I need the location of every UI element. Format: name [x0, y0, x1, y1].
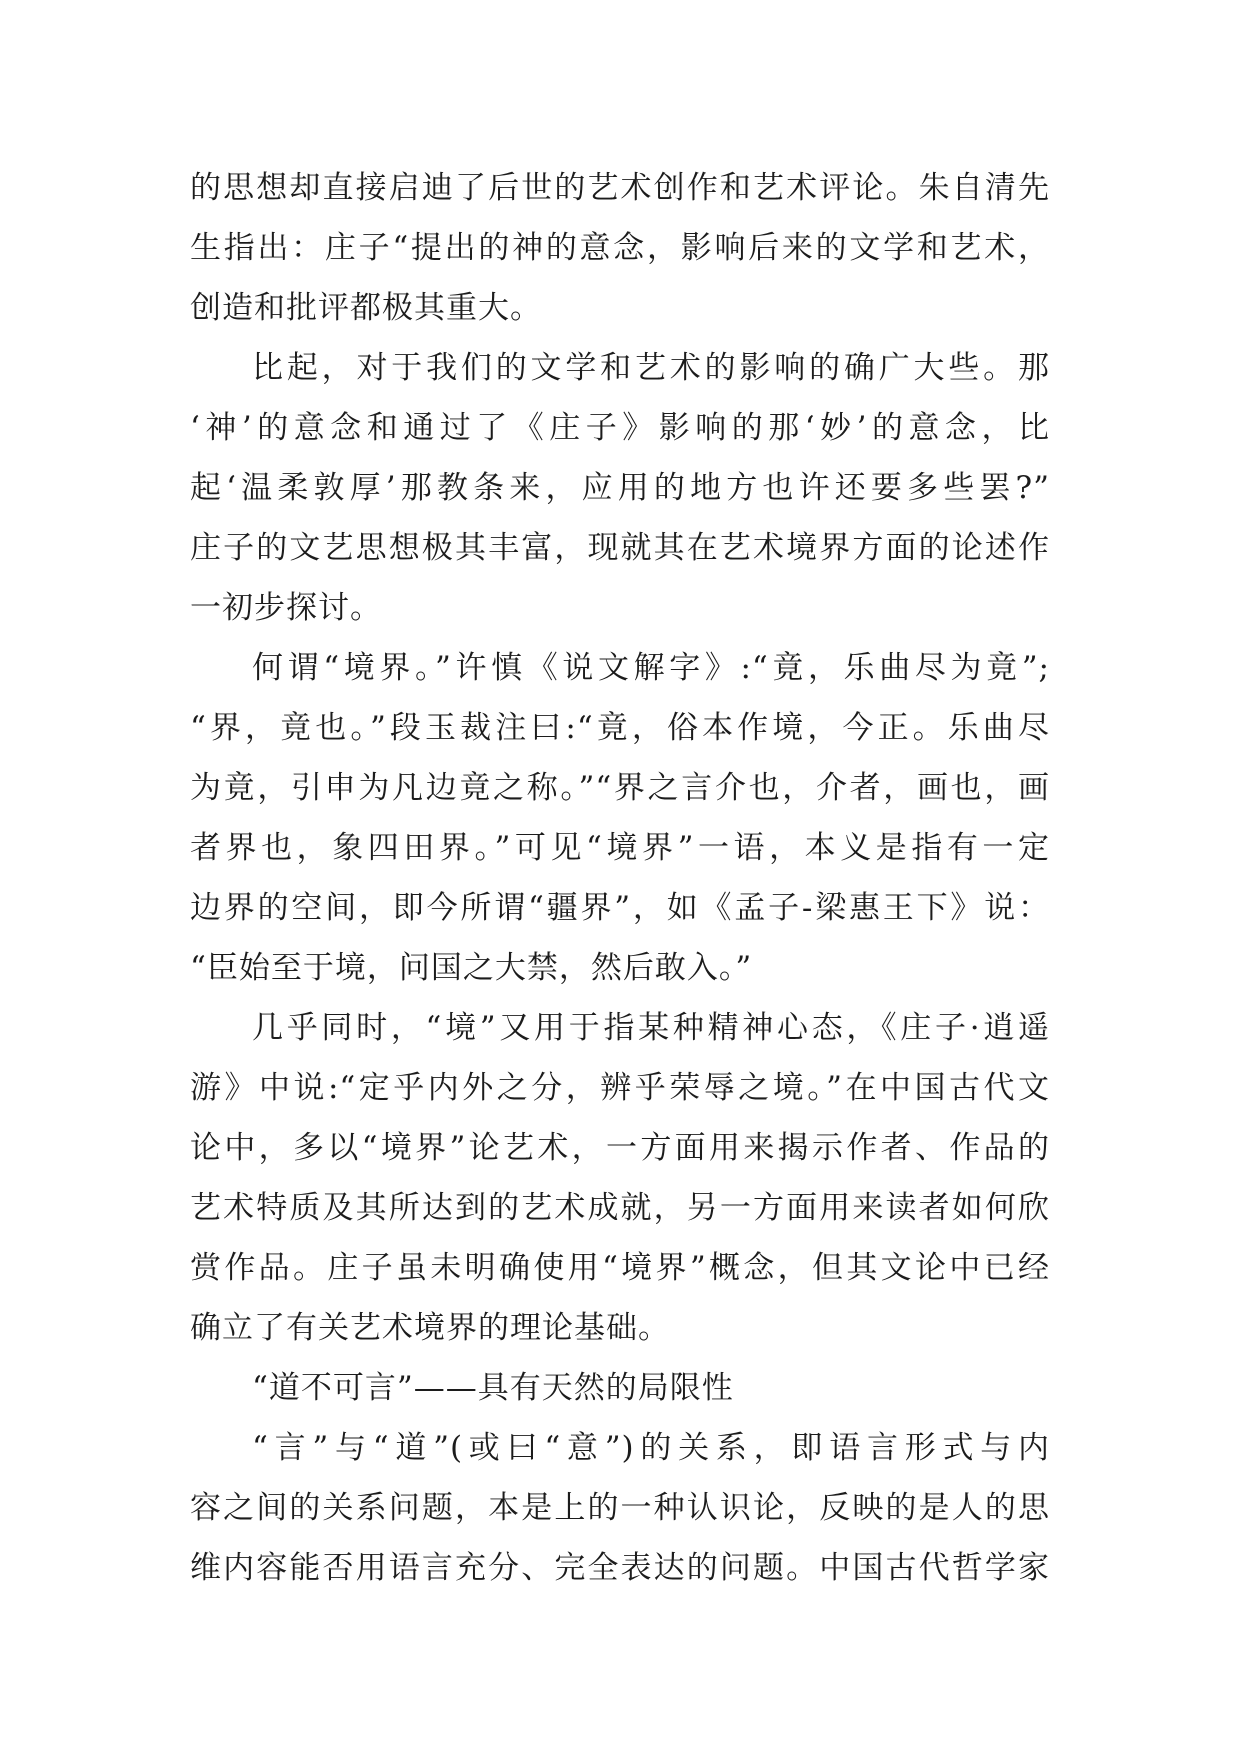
text-line: 赏作品。庄子虽未明确使用“境界”概念，但其文论中已经 — [190, 1250, 1050, 1286]
text-line: 何谓“境界。”许慎《说文解字》:“竟，乐曲尽为竟”; — [252, 650, 1050, 686]
text-line: 论中，多以“境界”论艺术，一方面用来揭示作者、作品的 — [190, 1130, 1050, 1166]
text-line: 边界的空间，即今所谓“疆界”，如《孟子-梁惠王下》说： — [190, 890, 1050, 926]
text-line: 庄子的文艺思想极其丰富，现就其在艺术境界方面的论述作 — [190, 530, 1050, 566]
text-line: “言”与“道”(或曰“意”)的关系，即语言形式与内 — [252, 1430, 1050, 1466]
text-line: 的思想却直接启迪了后世的艺术创作和艺术评论。朱自清先 — [190, 170, 1050, 206]
section-heading: “道不可言”——具有天然的局限性 — [252, 1370, 734, 1406]
text-line: “界，竟也。”段玉裁注曰:“竟，俗本作境，今正。乐曲尽 — [190, 710, 1050, 746]
text-line: 一初步探讨。 — [190, 590, 382, 626]
text-line: 艺术特质及其所达到的艺术成就，另一方面用来读者如何欣 — [190, 1190, 1050, 1226]
text-line: 者界也，象四田界。”可见“境界”一语，本义是指有一定 — [190, 830, 1050, 866]
text-line: 创造和批评都极其重大。 — [190, 290, 542, 326]
text-line: 容之间的关系问题，本是上的一种认识论，反映的是人的思 — [190, 1490, 1050, 1526]
text-line: 生指出：庄子“提出的神的意念，影响后来的文学和艺术， — [190, 230, 1050, 266]
document-body — [190, 158, 1050, 1598]
text-line: ‘神’的意念和通过了《庄子》影响的那‘妙’的意念，比 — [190, 410, 1050, 446]
text-line: “臣始至于境，问国之大禁，然后敢入。” — [190, 950, 753, 986]
text-line: 几乎同时，“境”又用于指某种精神心态，《庄子·逍遥 — [252, 1010, 1050, 1046]
text-line: 游》中说:“定乎内外之分，辨乎荣辱之境。”在中国古代文 — [190, 1070, 1050, 1106]
text-line: 确立了有关艺术境界的理论基础。 — [190, 1310, 670, 1346]
text-line: 维内容能否用语言充分、完全表达的问题。中国古代哲学家 — [190, 1550, 1050, 1586]
text-line: 为竟，引申为凡边竟之称。”“界之言介也，介者，画也，画 — [190, 770, 1050, 806]
text-line: 起‘温柔敦厚’那教条来，应用的地方也许还要多些罢?” — [190, 470, 1050, 506]
text-line: 比起，对于我们的文学和艺术的影响的确广大些。那 — [252, 350, 1050, 386]
